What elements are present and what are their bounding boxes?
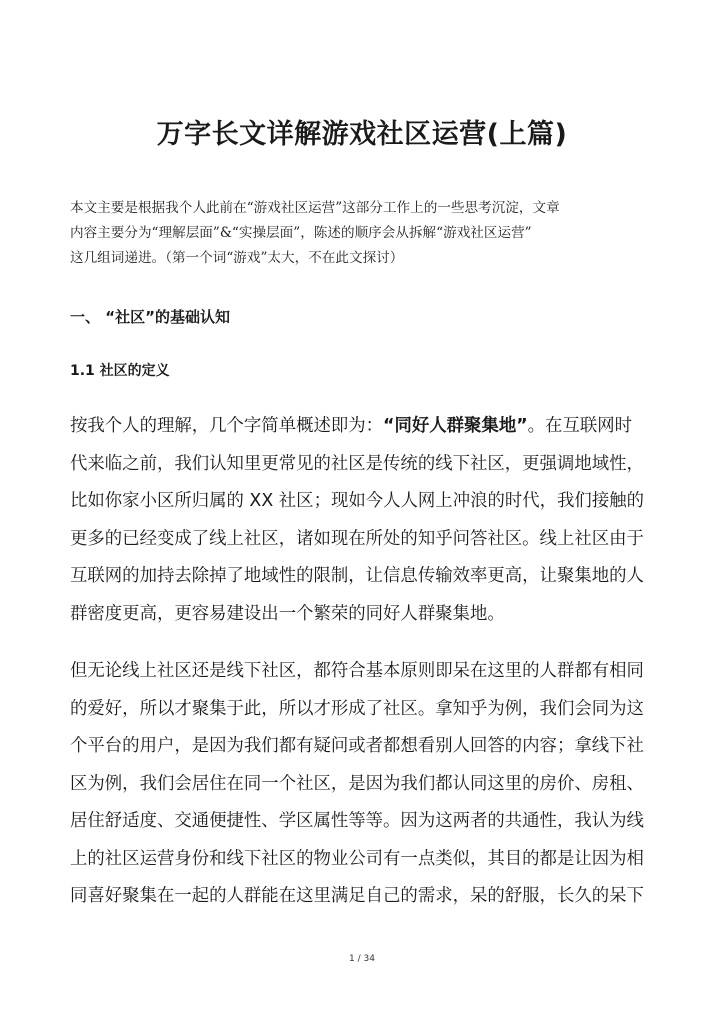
intro-line: 本文主要是根据我个人此前在“游戏社区运营”这部分工作上的一些思考沉淀，文章 bbox=[70, 200, 560, 216]
paragraph-line: 互联网的加持去除掉了地域性的限制，让信息传输效率更高，让聚集地的人 bbox=[70, 566, 644, 586]
page-number: 1 / 34 bbox=[349, 954, 375, 964]
intro-line: 内容主要分为“理解层面”&“实操层面”，陈述的顺序会从拆解“游戏社区运营” bbox=[70, 225, 532, 241]
emphasis-text: “同好人群聚集地” bbox=[383, 416, 528, 436]
paragraph-line: 区为例，我们会居住在同一个社区，是因为我们都认同这里的房价、房租、 bbox=[70, 773, 644, 794]
paragraph-line: 上的社区运营身份和线下社区的物业公司有一点类似，其目的都是让因为相 bbox=[70, 848, 644, 869]
paragraph-line: 的爱好，所以才聚集于此，所以才形成了社区。拿知乎为例，我们会同为这 bbox=[70, 698, 644, 719]
paragraph-line: 居住舒适度、交通便捷性、学区属性等等。因为这两者的共通性，我认为线 bbox=[70, 811, 644, 831]
subsection-heading: 1.1 社区的定义 bbox=[70, 363, 170, 379]
section-heading: 一、 “社区”的基础认知 bbox=[70, 308, 230, 326]
paragraph-line: 更多的已经变成了线上社区，诸如现在所处的知乎问答社区。线上社区由于 bbox=[70, 528, 644, 549]
intro-line: 这几组词递进。（第一个词“游戏”太大，不在此文探讨） bbox=[70, 250, 404, 266]
paragraph-line: 比如你家小区所归属的 XX 社区；现如今人人网上冲浪的时代，我们接触的 bbox=[70, 491, 644, 511]
paragraph-text: 。在互联网时 bbox=[527, 416, 633, 436]
paragraph-line: 但无论线上社区还是线下社区，都符合基本原则即呆在这里的人群都有相同 bbox=[70, 661, 644, 681]
body-paragraph-2 bbox=[70, 653, 660, 916]
body-paragraph-1 bbox=[70, 408, 660, 633]
paragraph-line bbox=[70, 408, 660, 446]
document-title: 万字长文详解游戏社区运营(上篇) bbox=[156, 119, 568, 150]
paragraph-line: 个平台的用户，是因为我们都有疑问或者都想看别人回答的内容；拿线下社 bbox=[70, 736, 644, 756]
paragraph-line: 同喜好聚集在一起的人群能在这里满足自己的需求，呆的舒服，长久的呆下 bbox=[70, 886, 644, 906]
intro-paragraph bbox=[70, 196, 660, 271]
paragraph-text: 按我个人的理解，几个字简单概述即为： bbox=[70, 416, 384, 436]
paragraph-line: 代来临之前，我们认知里更常见的社区是传统的线下社区，更强调地域性， bbox=[70, 453, 644, 474]
paragraph-line: 群密度更高，更容易建设出一个繁荣的同好人群聚集地。 bbox=[70, 603, 505, 624]
